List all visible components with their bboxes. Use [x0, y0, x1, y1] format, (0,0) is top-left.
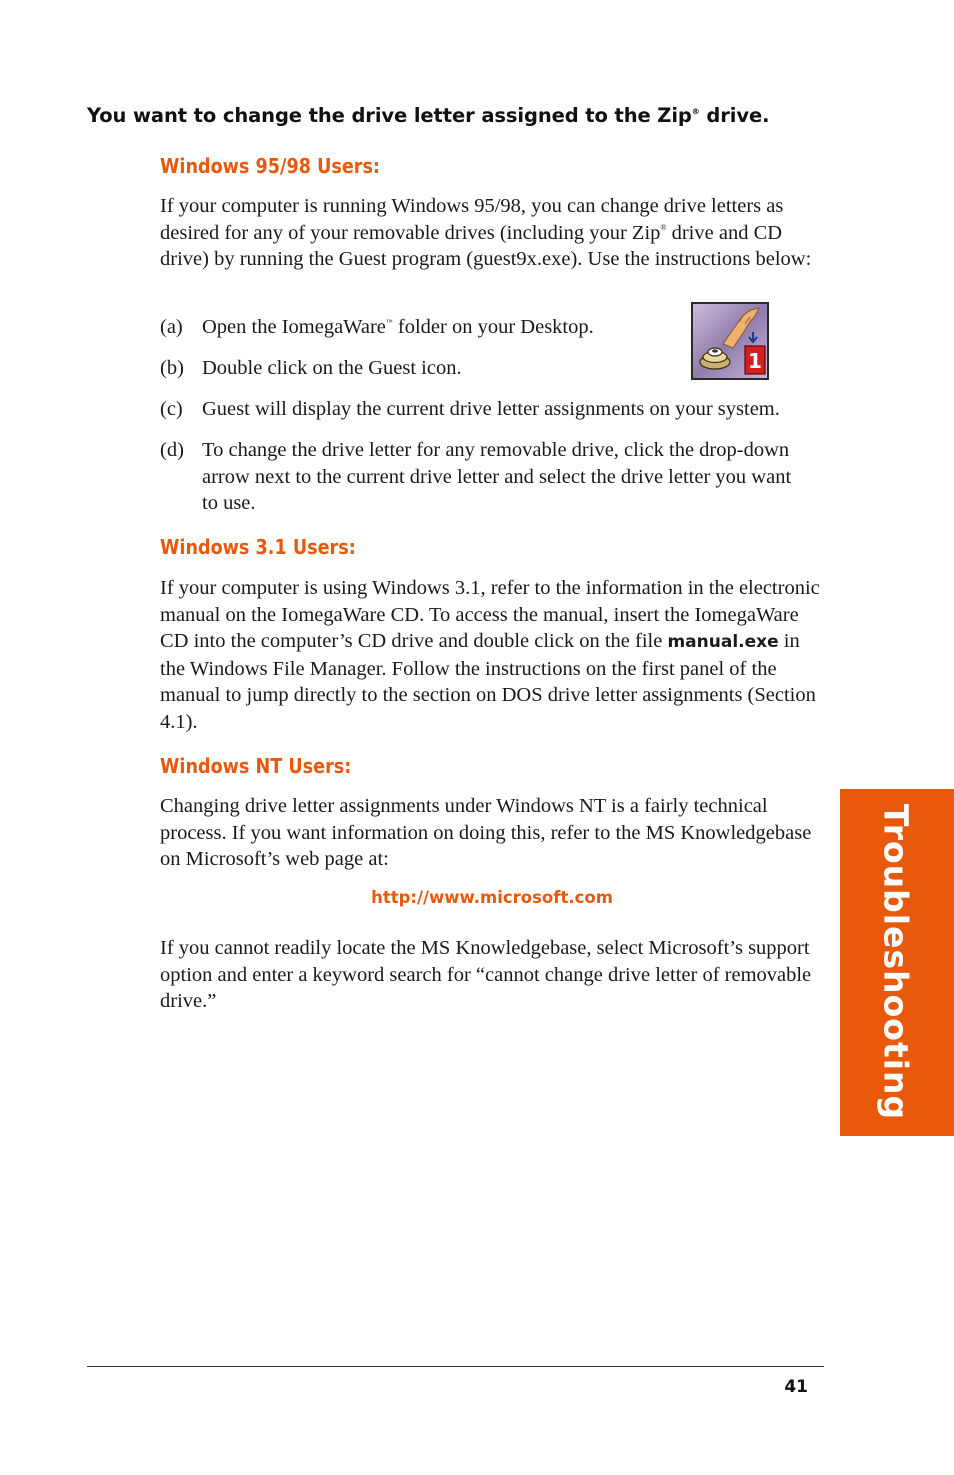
registered-mark: ® — [691, 107, 700, 116]
paragraph-winnt: Changing drive letter assignments under Windows NT is a fairly technical process. If you want information on doing this, refer to the MS Knowledgebase on Microsoft’s web page at: — [160, 795, 812, 870]
section-title-winnt: Windows NT Users: — [160, 754, 352, 778]
paragraph-win9x-intro: If your computer is running Windows 95/98, you can change drive letters as desired for any of your removable drives (including your Zip® drive and CD drive) by running the Guest program (guest9x.exe). Use the instructions below: — [160, 195, 812, 270]
section-title-win9x: Windows 95/98 Users: — [160, 154, 380, 178]
step-marker: (b) — [160, 357, 184, 379]
step-text: Guest will display the current drive letter assignments on your system. — [202, 398, 780, 420]
paragraph-win31: If your computer is using Windows 3.1, refer to the information in the electronic manual on the IomegaWare CD. To access the manual, insert the IomegaWare CD into the computer’s CD drive and double click on the file manual.exe in the Windows File Manager. Follow the instructions on the first panel of the manual to jump directly to the section on DOS drive letter assignments (Section 4.1). — [160, 577, 820, 733]
step-text: Double click on the Guest icon. — [202, 357, 462, 379]
guest-icon-digit: 1 — [748, 349, 762, 373]
microsoft-url-link[interactable]: http://www.microsoft.com — [371, 888, 613, 907]
side-tab-label: Troubleshooting — [876, 803, 916, 1121]
step-marker: (a) — [160, 316, 183, 338]
step-text: To change the drive letter for any removable drive, click the drop-down arrow next to the current drive letter and select the drive letter you want to use. — [202, 439, 792, 514]
trademark-mark: ™ — [385, 318, 393, 326]
section-side-tab — [840, 789, 954, 1136]
manual-filename: manual.exe — [667, 632, 779, 652]
step-marker: (c) — [160, 398, 183, 420]
footer-divider — [87, 1366, 824, 1367]
page-number: 41 — [784, 1377, 808, 1397]
section-title-win31: Windows 3.1 Users: — [160, 535, 356, 559]
paragraph-winnt-followup: If you cannot readily locate the MS Knowledgebase, select Microsoft’s support option and enter a keyword search for “cannot change drive letter of removable drive.” — [160, 937, 812, 1012]
step-text: Open the IomegaWare™ folder on your Desktop. — [202, 316, 594, 338]
page-heading: You want to change the drive letter assigned to the Zip® drive. — [87, 104, 770, 127]
step-marker: (d) — [160, 439, 184, 461]
registered-mark: ® — [660, 222, 667, 232]
